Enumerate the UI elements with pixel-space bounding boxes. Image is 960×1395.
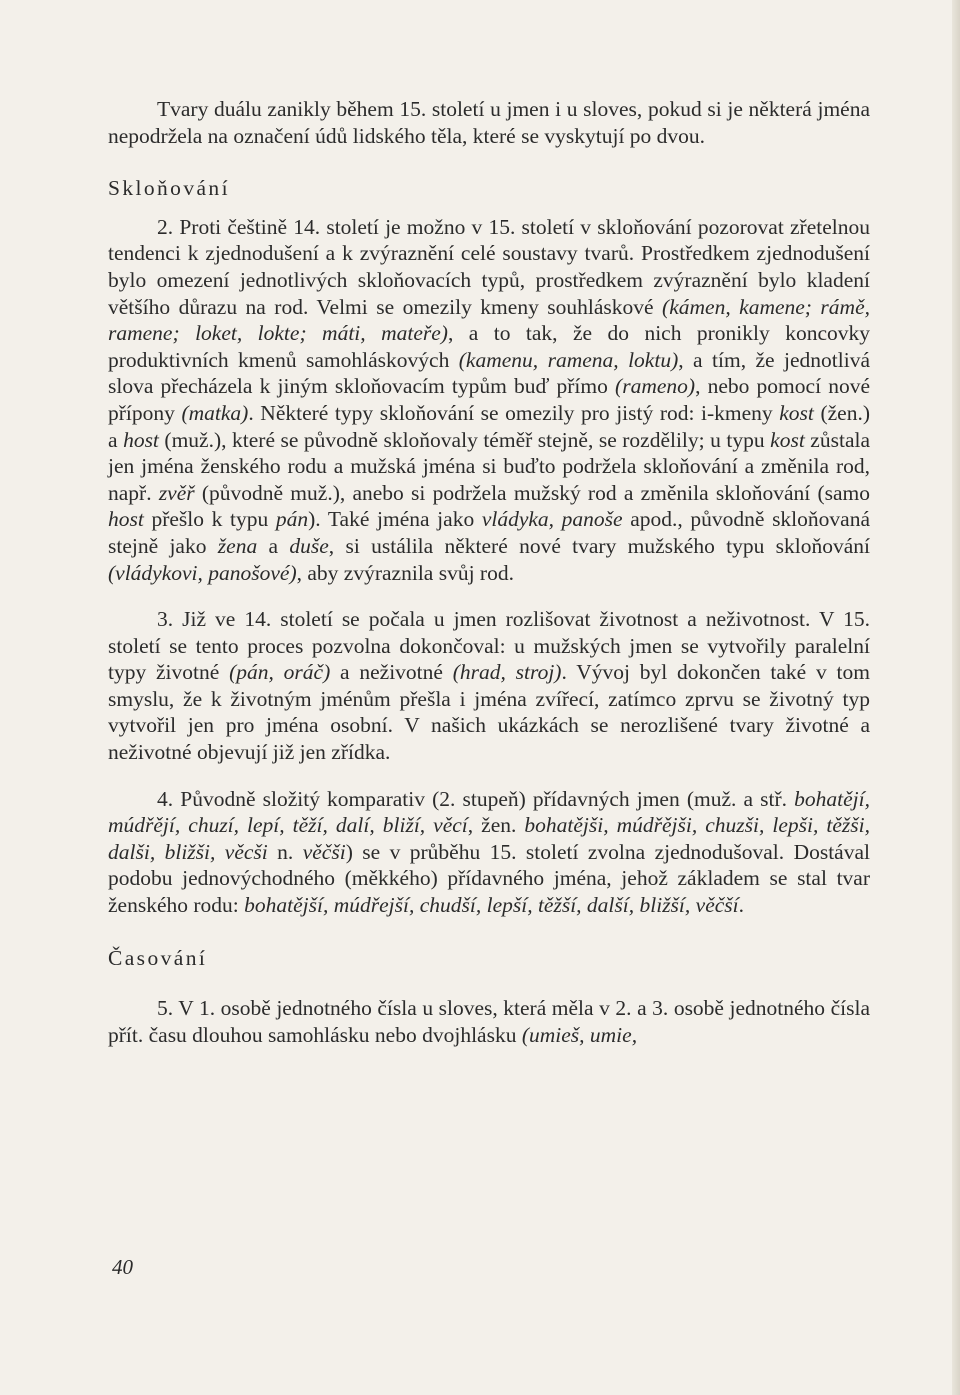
text-run: a <box>257 533 290 558</box>
section-heading-casovani: Časování <box>108 945 208 970</box>
text-run: , žen. <box>467 813 525 838</box>
text-run: 3. Již ve 14. století se počala u jmen rozlišovat životnost a neživotnost. V 15. století se tento proces pozvolna dokončoval: u mužských jmen se vytvořily paralelní typy životné <box>108 607 870 685</box>
paragraph-4 <box>108 786 870 919</box>
paragraph-3 <box>108 606 870 766</box>
italic-term: zvěř <box>158 480 195 505</box>
italic-term: bohatějši, múdřějši, chuzši, lepši, těžši, dalši, bližši, věcši <box>108 813 870 864</box>
text-run: 2. Proti češtině 14. století je možno v 15. století v skloňování pozorovat zřetelnou tendenci k zjednodušení a k zvýraznění celé soustavy tvarů. Prostředkem zjednodušení bylo omezení jednotlivých skloňovacích typů, prostředkem zvýraznění bylo kladení většího důrazu na rod. Velmi se omezily kmeny souhláskové <box>108 214 870 319</box>
italic-term: věčši <box>302 839 346 864</box>
italic-term: žena <box>217 533 258 558</box>
italic-term: duše <box>289 533 329 558</box>
italic-term: host <box>123 427 159 452</box>
italic-term: bohatější, múdřejší, chudší, lepší, těžší, další, bližší, věčší <box>244 893 739 918</box>
text-run: . <box>738 893 744 918</box>
text-run: , a tím, že jednotlivá slova přecházela k jiným skloňovacím typům buď přímo <box>108 347 870 399</box>
text-run: . Vývoj byl dokončen také v tom smyslu, že k životným jménům přešla i jména zvířecí, zatímco zprvu se životný typ vytvořil jen pro jména osobní. V našich ukázkách se nerozlišené tvary životné a neživotné objevují již jen zřídka. <box>108 660 870 765</box>
paragraph-dual <box>108 96 870 149</box>
text-run: n. <box>267 839 303 864</box>
italic-term: (kamenu, ramena, loktu) <box>458 347 679 372</box>
text-run: přešlo k typu <box>143 507 276 532</box>
page-body <box>108 96 870 1048</box>
text-run: . Některé typy skloňování se omezily pro jistý rod: i-kmeny <box>248 400 780 425</box>
text-run: (žen.) a <box>108 400 870 452</box>
italic-term: (hrad, stroj) <box>452 660 562 685</box>
text-run: apod., původně skloňovaná stejně jako <box>108 507 870 558</box>
italic-term: kost <box>770 427 805 452</box>
text-run: a neživotné <box>330 660 453 685</box>
text-run: ). Také jména jako <box>308 507 482 532</box>
paragraph-2 <box>108 214 870 586</box>
italic-term: (vládykovi, panošové) <box>108 560 297 585</box>
italic-term: (matka) <box>181 400 249 425</box>
text-run: zůstala jen jména ženského rodu a mužská jména si buďto podržela skloňování a změnila rod, např. <box>108 427 871 505</box>
text-run: Tvary duálu zanikly během 15. století u jmen i u sloves, pokud si je některá jména nepodržela na označení údů lidského těla, které se vyskytují po dvou. <box>108 97 870 148</box>
italic-term: (umieš, umie, <box>521 1022 638 1047</box>
italic-term: bohatějí, múdřějí, chuzí, lepí, těží, dalí, bliží, věcí <box>108 786 870 838</box>
text-run: 4. Původně složitý komparativ (2. stupeň) přídavných jmen (muž. a stř. <box>157 786 795 811</box>
text-run: ) se v průběhu 15. století zvolna zjednodušoval. Dostával podobu jednovýchodného (měkkého) přídavného jména, jehož základem se stal tvar ženského rodu: <box>108 839 870 918</box>
italic-term: kost <box>779 400 814 425</box>
text-run: 5. V 1. osobě jednotného čísla u sloves, která měla v 2. a 3. osobě jednotného čísla přít. času dlouhou samohlásku nebo dvojhlásku <box>108 996 870 1047</box>
text-run: , aby zvýraznila svůj rod. <box>296 560 514 585</box>
text-run: , si ustálila některé nové tvary mužského typu skloňování <box>328 533 871 558</box>
text-run: , a to tak, že do nich pronikly koncovky produktivních kmenů samohláskových <box>108 321 870 372</box>
italic-term: vládyka, panoše <box>481 507 623 532</box>
italic-term: (pán, oráč) <box>229 660 331 685</box>
italic-term: (rameno) <box>615 374 696 399</box>
section-heading-sklonovani: Skloňování <box>108 176 230 201</box>
italic-term: pán <box>275 507 309 532</box>
text-run: (původně muž.), anebo si podržela mužský rod a změnila skloňování (samo <box>194 480 870 505</box>
page-edge-shadow <box>952 0 960 1395</box>
text-run: (muž.), které se původně skloňovaly téměř stejně, se rozdělily; u typu <box>158 427 771 452</box>
paragraph-5 <box>108 995 870 1048</box>
text-run: , nebo pomocí nové přípony <box>108 374 870 425</box>
italic-term: host <box>108 507 144 532</box>
page-number: 40 <box>112 1255 133 1279</box>
italic-term: (kámen, kamene; rámě, ramene; loket, lokte; máti, mateře) <box>108 294 870 346</box>
